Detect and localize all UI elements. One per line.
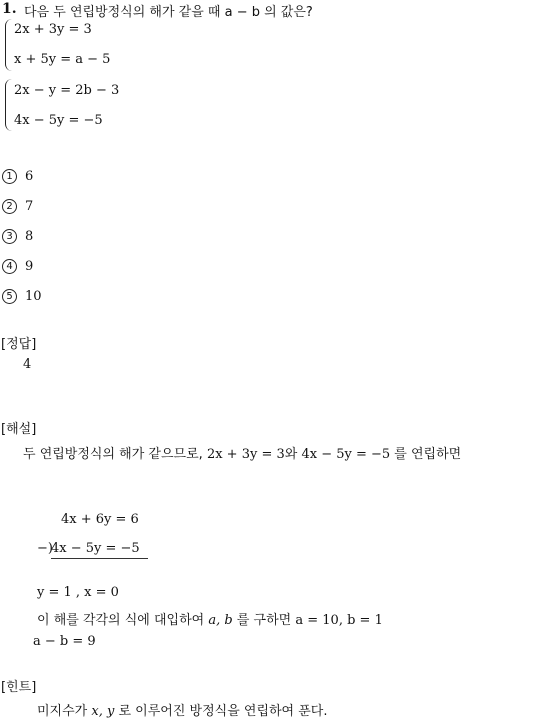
system2-eq1: 2x − y = 2b − 3	[14, 83, 120, 98]
calc-minus: −)	[37, 541, 53, 556]
question-text: 다음 두 연립방정식의 해가 같을 때 a − b 의 값은?	[24, 5, 313, 20]
choice-mark: 5	[2, 289, 17, 304]
system2-brace	[5, 79, 13, 131]
calc-bottom: 4x − 5y = −5	[51, 541, 148, 559]
question-number: 1.	[2, 1, 17, 17]
choice-value: 6	[25, 169, 34, 184]
system1-eq1: 2x + 3y = 3	[14, 22, 92, 37]
system1-brace	[5, 19, 13, 71]
hint-heading: [힌트]	[1, 680, 37, 695]
explanation-line1	[23, 443, 461, 462]
explanation-line1-eq2: 4x − 5y = −5	[301, 447, 391, 462]
hint-text	[37, 700, 328, 719]
choice-mark: 1	[2, 169, 17, 184]
explanation-line1-prefix: 두 연립방정식의 해가 같으므로,	[23, 447, 203, 462]
answer-value: 4	[23, 357, 32, 372]
hint-vars: x, y	[91, 704, 115, 719]
choice-5[interactable]	[2, 289, 42, 304]
system1-eq2: x + 5y = a − 5	[14, 52, 111, 67]
system2-eq2: 4x − 5y = −5	[14, 113, 103, 128]
choice-3[interactable]	[2, 229, 33, 244]
hint-suffix: 로 이루어진 방정식을 연립하여 푼다.	[118, 704, 328, 719]
choice-value: 8	[25, 229, 34, 244]
answer-heading: [정답]	[1, 337, 37, 352]
explanation-line2-vars: a, b	[208, 613, 233, 628]
choice-value: 10	[25, 289, 42, 304]
explanation-line2-prefix: 이 해를 각각의 식에 대입하여	[37, 613, 205, 628]
explanation-line2	[37, 609, 383, 628]
explanation-result: y = 1 , x = 0	[37, 585, 119, 600]
explanation-line1-eq1: 2x + 3y = 3와	[206, 447, 298, 462]
explanation-heading: [해설]	[1, 422, 37, 437]
choice-mark: 2	[2, 199, 17, 214]
explanation-line2-mid: 를 구하면	[236, 613, 292, 628]
choice-mark: 3	[2, 229, 17, 244]
choice-value: 9	[25, 259, 34, 274]
choice-2[interactable]	[2, 199, 33, 214]
explanation-line2-vals: a = 10, b = 1	[295, 613, 383, 628]
hint-prefix: 미지수가	[37, 704, 88, 719]
choice-mark: 4	[2, 259, 17, 274]
choice-value: 7	[25, 199, 34, 214]
choice-4[interactable]	[2, 259, 33, 274]
explanation-line1-suffix: 를 연립하면	[394, 447, 462, 462]
explanation-final: a − b = 9	[33, 634, 96, 649]
calc-top: 4x + 6y = 6	[61, 512, 139, 527]
choice-1[interactable]	[2, 169, 33, 184]
